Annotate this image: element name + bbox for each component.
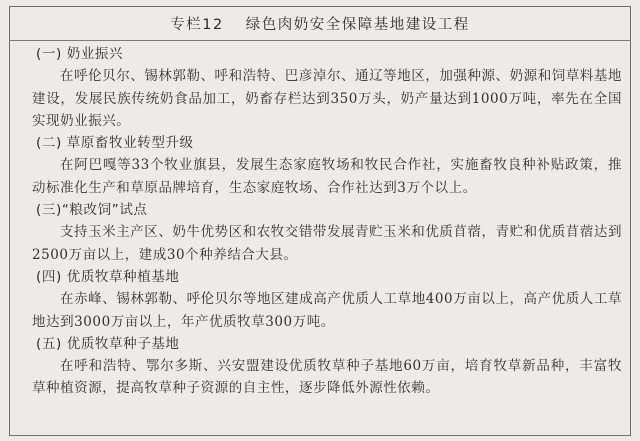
section-body-dairy: 在呼伦贝尔、锡林郭勒、呼和浩特、巴彦淖尔、通辽等地区，加强种源、奶源和饲草料基地建设，发展民族传统奶食品加工，奶畜存栏达到350万头，奶产量达到1000万吨，率先在全国实现奶业振兴。 (32, 68, 622, 129)
column-content (10, 41, 630, 400)
section-title-forage-seed: (五) 优质牧草种子基地 (36, 335, 180, 352)
section-body-grassland: 在阿巴嘎等33个牧业旗县，发展生态家庭牧场和牧民合作社，实施畜牧良种补贴政策，推动标准化生产和草原品牌培育，生态家庭牧场、合作社达到3万个以上。 (32, 157, 622, 196)
column-header (10, 7, 630, 41)
section-body-grain-to-feed: 支持玉米主产区、奶牛优势区和农牧交错带发展青贮玉米和优质苜蓿，青贮和优质苜蓿达到2500万亩以上，建成30个种养结合大县。 (32, 224, 622, 263)
column-box (9, 6, 631, 436)
section-title-grain-to-feed: (三)“粮改饲”试点 (36, 202, 148, 219)
section-title-dairy: (一) 奶业振兴 (36, 46, 124, 62)
section-title-grassland: (二) 草原畜牧业转型升级 (36, 135, 194, 152)
section-title-forage-planting: (四) 优质牧草种植基地 (36, 268, 180, 285)
column-number: 专栏12 (170, 17, 224, 33)
section-body-forage-seed: 在呼和浩特、鄂尔多斯、兴安盟建设优质牧草种子基地60万亩，培育牧草新品种，丰富牧草种植资源，提高牧草种子资源的自主性，逐步降低外源性依赖。 (32, 358, 622, 397)
section-body-forage-planting: 在赤峰、锡林郭勒、呼伦贝尔等地区建成高产优质人工草地400万亩以上，高产优质人工草地达到3000万亩以上，年产优质牧草300万吨。 (32, 291, 622, 330)
column-title: 绿色肉奶安全保障基地建设工程 (245, 17, 470, 33)
